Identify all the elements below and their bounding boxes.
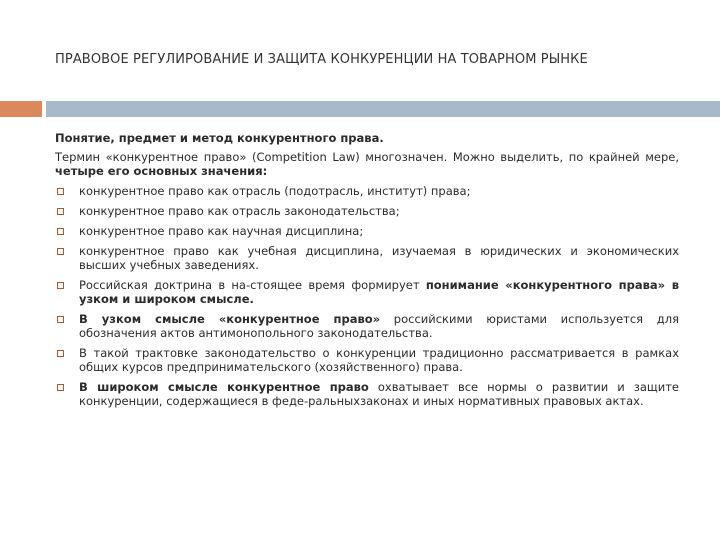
slide-content (55, 131, 679, 408)
list-item-text: конкурентное право как учебная дисциплина, изучаемая в юридических и экономических высших учебных заведениях. (79, 244, 679, 272)
section-heading: Понятие, предмет и метод конкурентного права. (55, 131, 384, 145)
list-item (55, 204, 679, 218)
list-item-bold-start: В широком смысле конкурентное право (79, 380, 369, 394)
intro-paragraph (55, 150, 679, 178)
list-item-text: Российская доктрина в на-стоящее время формирует (79, 278, 426, 292)
list-item-text: конкурентное право как отрасль законодательства; (79, 204, 400, 218)
list-item-text: российскими юристами используется для обозначения актов антимонопольного законодательства. (79, 312, 679, 340)
list-item (55, 184, 679, 198)
square-bullet-icon (57, 248, 64, 255)
accent-band (0, 101, 42, 117)
intro-bold: четыре его основных значения: (55, 164, 268, 178)
list-item (55, 224, 679, 238)
list-item-text: конкурентное право как отрасль (подотрасль, институт) права; (79, 184, 471, 198)
list-item (55, 346, 679, 374)
list-item-text: охватывает все нормы о развитии и защите конкуренции, содержащиеся в феде-ральныхзаконах и иных нормативных правовых актах. (79, 380, 680, 408)
slide-title: ПРАВОВОЕ РЕГУЛИРОВАНИЕ И ЗАЩИТА КОНКУРЕНЦИИ НА ТОВАРНОМ РЫНКЕ (55, 52, 588, 67)
title-band (46, 101, 720, 117)
list-item-bold-start: В узком смысле «конкурентное право» (79, 312, 381, 326)
square-bullet-icon (57, 384, 64, 391)
list-item (55, 278, 679, 306)
list-item (55, 244, 679, 272)
list-item (55, 312, 679, 340)
square-bullet-icon (57, 188, 64, 195)
square-bullet-icon (57, 208, 64, 215)
square-bullet-icon (57, 228, 64, 235)
bullet-list (55, 184, 679, 408)
square-bullet-icon (57, 316, 64, 323)
list-item-text: конкурентное право как научная дисциплина; (79, 224, 364, 238)
list-item-bold-end: понимание «конкурентного права» в узком и широком смысле. (79, 278, 679, 306)
square-bullet-icon (57, 350, 64, 357)
list-item (55, 380, 679, 408)
square-bullet-icon (57, 282, 64, 289)
list-item-text: В такой трактовке законодательство о конкуренции традиционно рассматривается в рамках общих курсов предпринимательского (хозяйственного) права. (79, 346, 679, 374)
intro-text: Термин «конкурентное право» (Competition Law) многозначен. Можно выделить, по крайней мере, (55, 150, 679, 164)
